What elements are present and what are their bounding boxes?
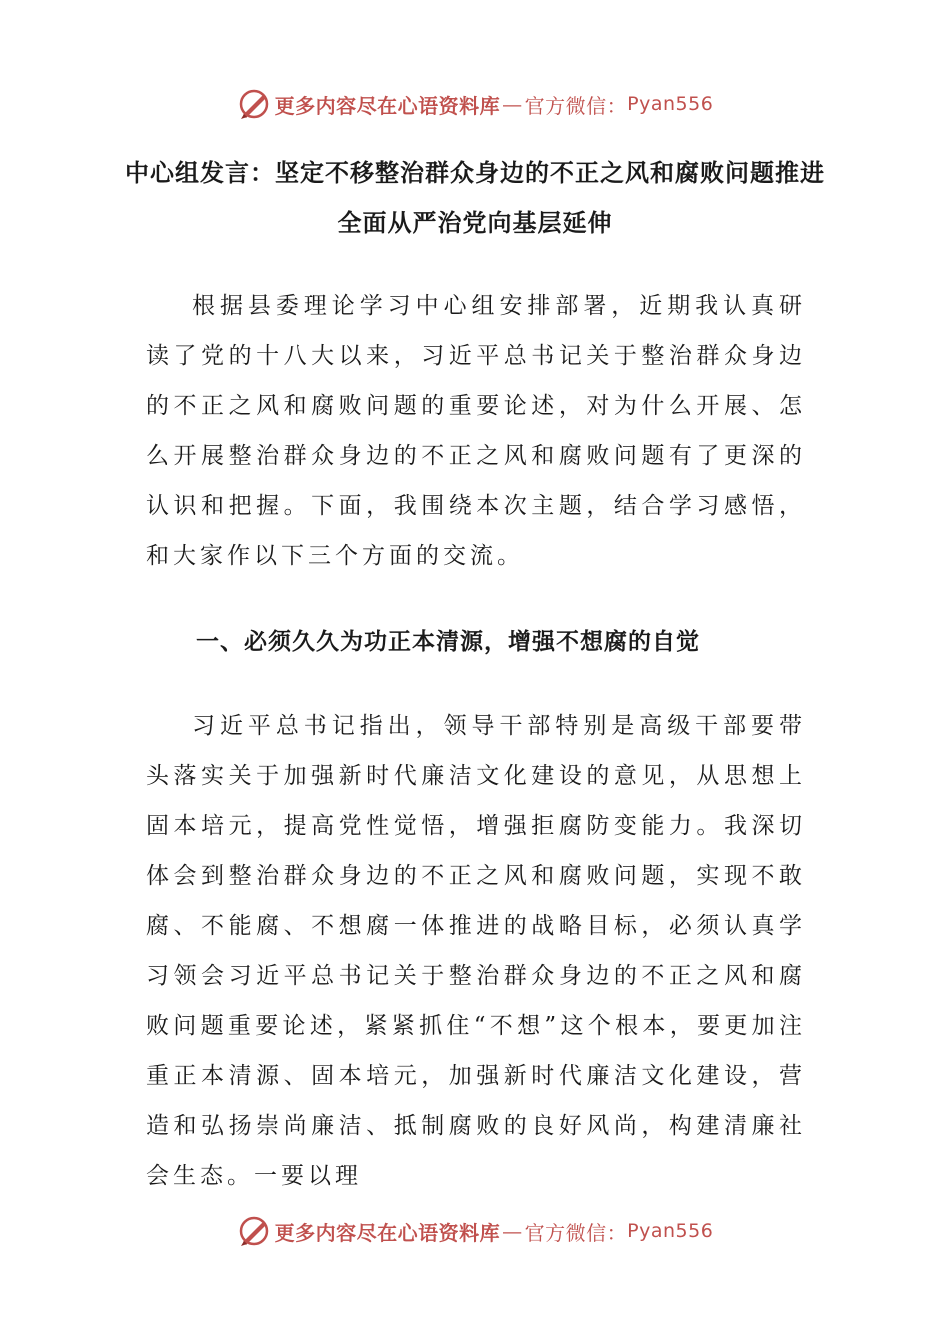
watermark-site: 更多内容尽在心语资料库 [274,93,501,118]
section-heading-1: 一、必须久久为功正本清源，增强不想腐的自觉 [196,628,700,655]
watermark-label: 官方微信： [524,1220,628,1245]
watermark-separator: — [502,1219,523,1243]
watermark-banner-top [0,84,950,124]
paragraph-section-1: 习近平总书记指出，领导干部特别是高级干部要带头落实关于加强新时代廉洁文化建设的意见，从思想上固本培元，提高党性觉悟，增强拒腐防变能力。我深切体会到整治群众身边的不正之风和腐败问题，实现不敢腐、不能腐、不想腐一体推进的战略目标，必须认真学习领会习近平总书记关于整治群众身边的不正之风和腐败问题重要论述，紧紧抓住“不想”这个根本，要更加注重正本清源、固本培元，加强新时代廉洁文化建设，营造和弘扬崇尚廉洁、抵制腐败的良好风尚，构建清廉社会生态。一要以理 [146,713,806,1189]
watermark-handle: Pyan556 [627,1220,714,1242]
document-title: 中心组发言：坚定不移整治群众身边的不正之风和腐败问题推进全面从严治党向基层延伸 [125,158,825,237]
pen-logo-icon [237,87,271,121]
watermark-site: 更多内容尽在心语资料库 [274,1220,501,1245]
paragraph-intro: 根据县委理论学习中心组安排部署，近期我认真研读了党的十八大以来，习近平总书记关于整治群众身边的不正之风和腐败问题的重要论述，对为什么开展、怎么开展整治群众身边的不正之风和腐败问题有了更深的认识和把握。下面，我围绕本次主题，结合学习感悟，和大家作以下三个方面的交流。 [146,293,806,569]
watermark-label: 官方微信： [524,93,628,118]
pen-logo-icon [237,1214,271,1248]
watermark-handle: Pyan556 [627,93,714,115]
watermark-banner-bottom [0,1211,950,1251]
watermark-separator: — [502,92,523,116]
